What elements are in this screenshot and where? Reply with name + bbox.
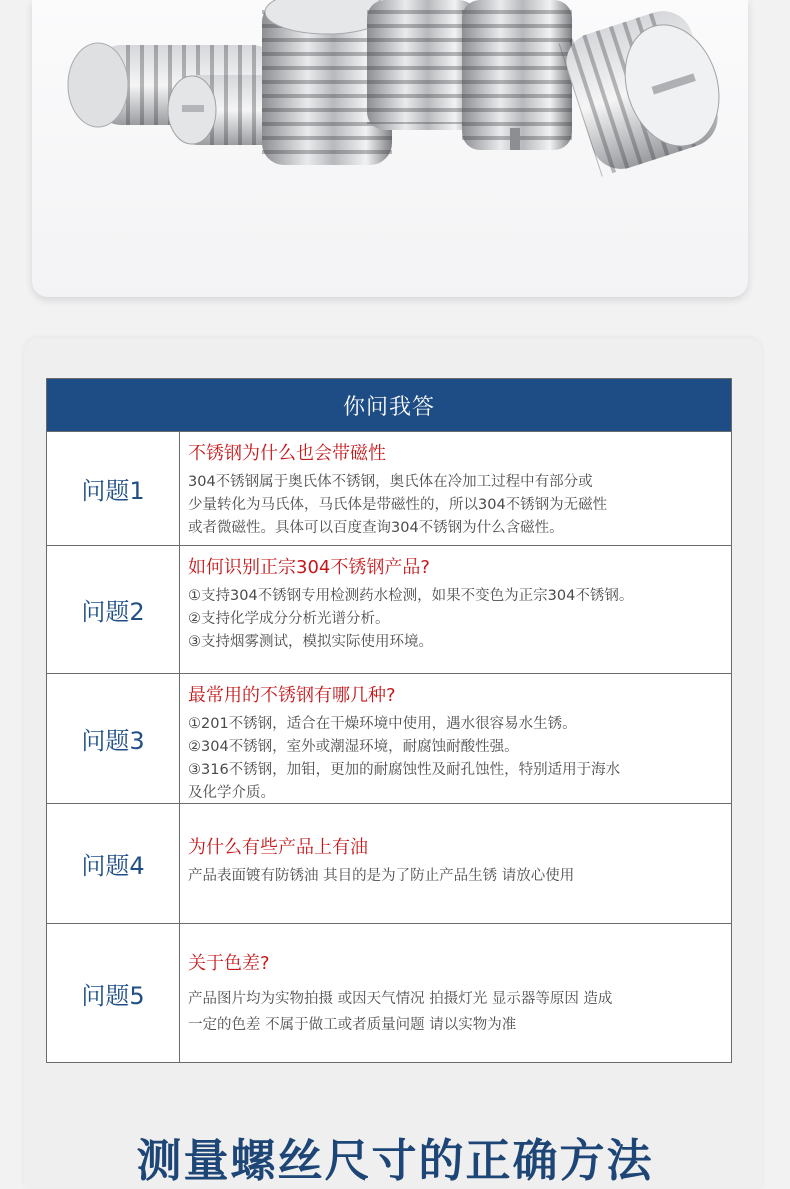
set-screws-image	[32, 0, 748, 297]
faq-question: 如何识别正宗304不锈钢产品?	[188, 557, 430, 578]
section-title: 测量螺丝尺寸的正确方法	[136, 1134, 654, 1187]
faq-header: 你问我答	[47, 379, 731, 431]
faq-label: 问题1	[47, 432, 180, 545]
faq-answer-line: ①201不锈钢，适合在干燥环境中使用，遇水很容易水生锈。	[188, 716, 577, 732]
faq-label: 问题3	[47, 674, 180, 803]
faq-row	[47, 673, 731, 803]
faq-body	[180, 674, 731, 803]
faq-answer-line: 少量转化为马氏体，马氏体是带磁性的，所以304不锈钢为无磁性	[188, 497, 608, 513]
product-photo	[32, 0, 748, 297]
faq-answer-line: ②支持化学成分分析光谱分析。	[188, 611, 390, 627]
faq-body	[180, 924, 731, 1062]
faq-question: 不锈钢为什么也会带磁性	[188, 443, 386, 464]
faq-answer-line: 产品图片均为实物拍摄 或因天气情况 拍摄灯光 显示器等原因 造成	[188, 991, 613, 1007]
faq-answer-line: 或者微磁性。具体可以百度查询304不锈钢为什么含磁性。	[188, 520, 564, 536]
faq-row	[47, 431, 731, 545]
faq-table	[46, 378, 732, 1063]
faq-answer-line: 一定的色差 不属于做工或者质量问题 请以实物为准	[188, 1017, 517, 1033]
faq-answer-line: ②304不锈钢，室外或潮湿环境，耐腐蚀耐酸性强。	[188, 739, 519, 755]
faq-answer-line: 304不锈钢属于奥氏体不锈钢，奥氏体在冷加工过程中有部分或	[188, 474, 593, 490]
faq-row	[47, 923, 731, 1062]
faq-label: 问题5	[47, 924, 180, 1062]
faq-row	[47, 545, 731, 673]
faq-row	[47, 803, 731, 923]
faq-body	[180, 432, 731, 545]
faq-label: 问题4	[47, 804, 180, 923]
faq-answer-line: 产品表面镀有防锈油 其目的是为了防止产品生锈 请放心使用	[188, 868, 575, 884]
faq-question: 为什么有些产品上有油	[188, 837, 368, 858]
faq-body	[180, 546, 731, 673]
faq-answer-line: ③支持烟雾测试，模拟实际使用环境。	[188, 634, 433, 650]
faq-question: 最常用的不锈钢有哪几种?	[188, 685, 396, 706]
faq-label: 问题2	[47, 546, 180, 673]
faq-answer-line: ③316不锈钢，加钼，更加的耐腐蚀性及耐孔蚀性，特别适用于海水	[188, 762, 621, 778]
faq-body	[180, 804, 731, 923]
faq-answer-line: 及化学介质。	[188, 785, 275, 801]
faq-answer-line: ①支持304不锈钢专用检测药水检测，如果不变色为正宗304不锈钢。	[188, 588, 634, 604]
faq-question: 关于色差?	[188, 953, 270, 974]
